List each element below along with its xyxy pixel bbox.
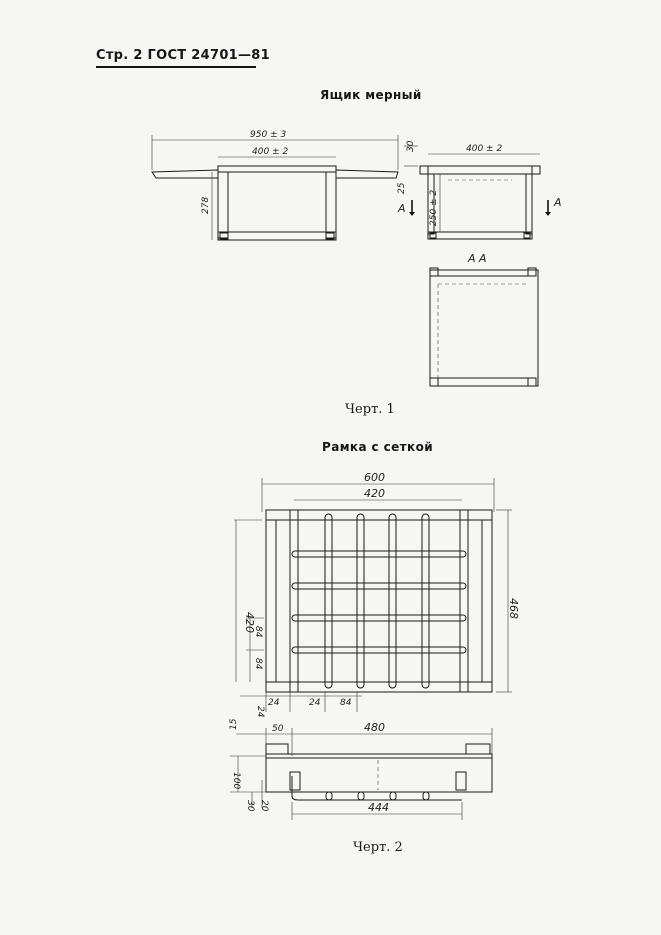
figure1-caption: Черт. 1 bbox=[345, 402, 395, 417]
figure1-front-view bbox=[152, 130, 398, 240]
section-title: А А bbox=[468, 252, 487, 265]
dim-h-30: 30 bbox=[245, 800, 255, 812]
dim-pitch-84a: 84 bbox=[253, 626, 263, 638]
dim-right-width: 400 ± 2 bbox=[466, 144, 503, 154]
side-rod-loops bbox=[326, 792, 429, 800]
dim-h-100: 100 bbox=[231, 772, 241, 790]
dim-height-468: 468 bbox=[507, 598, 520, 619]
section-marker-left: A bbox=[398, 202, 406, 215]
dim-left-24: 24 bbox=[255, 706, 265, 718]
dim-inner: 400 ± 2 bbox=[252, 147, 289, 157]
page-header: Стр. 2 ГОСТ 24701—81 bbox=[96, 48, 271, 63]
dim-side-25: 25 bbox=[397, 182, 407, 194]
figure1-section-aa bbox=[430, 252, 538, 386]
dim-len-480: 480 bbox=[364, 721, 385, 734]
dim-width-420: 420 bbox=[364, 487, 385, 500]
mesh-vertical-bars bbox=[325, 514, 429, 688]
dim-height: 278 bbox=[201, 196, 211, 214]
dim-bottom-24b: 24 bbox=[309, 698, 321, 708]
dim-len-444: 444 bbox=[368, 801, 389, 814]
dim-pitch-h: 84 bbox=[340, 698, 352, 708]
dim-bottom-24a: 24 bbox=[268, 698, 280, 708]
dim-h-20: 20 bbox=[259, 800, 269, 812]
mesh-horizontal-bars bbox=[292, 551, 466, 653]
figure2-side-view bbox=[229, 718, 492, 820]
dim-top-15: 15 bbox=[229, 718, 239, 730]
dim-side-50: 50 bbox=[272, 724, 284, 734]
dim-top-30: 30 bbox=[406, 140, 416, 152]
figure2-plan-view bbox=[234, 471, 520, 718]
dim-overall: 950 ± 3 bbox=[250, 130, 287, 140]
section-marker-right: A bbox=[554, 196, 562, 209]
figure2-title: Рамка с сеткой bbox=[322, 440, 434, 454]
dim-depth: 250 ± 2 bbox=[429, 189, 439, 226]
dim-width-600: 600 bbox=[364, 471, 385, 484]
figure2-caption: Черт. 2 bbox=[353, 840, 403, 855]
dim-pitch-84b: 84 bbox=[253, 658, 263, 670]
figure1-side-view bbox=[397, 140, 562, 239]
dim-height-420: 420 bbox=[243, 612, 256, 633]
figure1-title: Ящик мерный bbox=[320, 88, 422, 102]
